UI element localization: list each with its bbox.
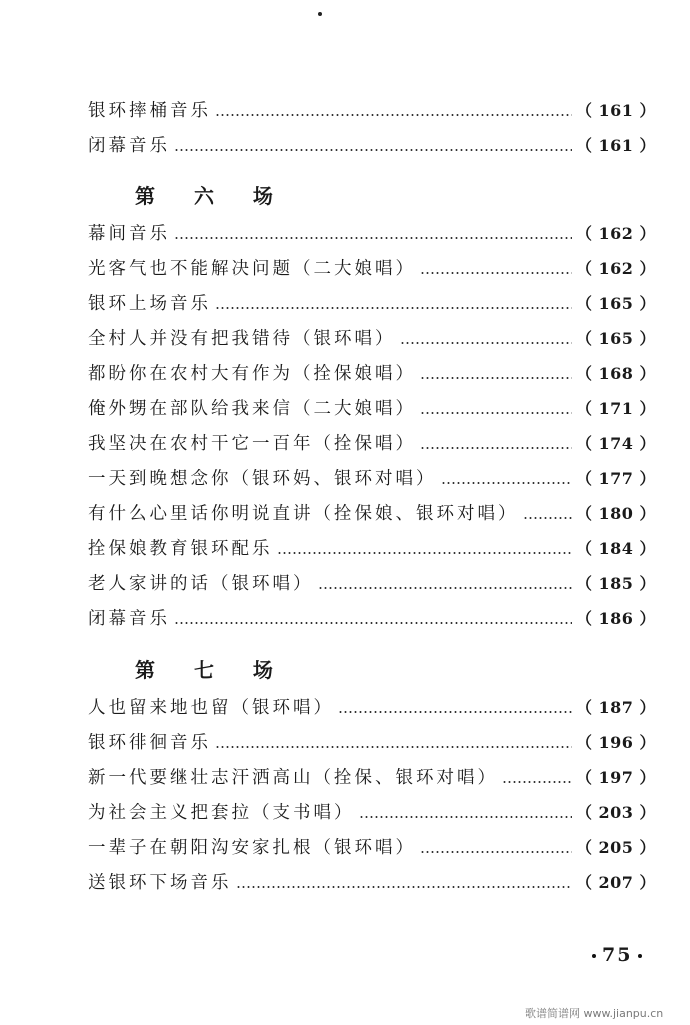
- toc-entry[interactable]: [88, 495, 656, 530]
- entry-page: （ 174 ）: [575, 434, 656, 453]
- bullet-icon: [638, 954, 642, 958]
- entry-title: 银环摔桶音乐: [88, 101, 211, 121]
- dot-leader: [523, 517, 572, 519]
- entry-page: （ 165 ）: [575, 329, 656, 348]
- dot-leader: [420, 377, 572, 379]
- entry-title: 银环徘徊音乐: [88, 733, 211, 753]
- toc-section-scene-7: [88, 689, 656, 899]
- dot-leader: [420, 412, 572, 414]
- entry-page: （ 203 ）: [575, 803, 656, 822]
- bullet-icon: [592, 954, 596, 958]
- toc-entry[interactable]: [88, 794, 656, 829]
- toc-entry[interactable]: [88, 285, 656, 320]
- dot-leader: [338, 711, 572, 713]
- toc-entry[interactable]: [88, 864, 656, 899]
- toc-entry[interactable]: [88, 460, 656, 495]
- toc-entry[interactable]: [88, 127, 656, 162]
- page-number: [586, 944, 648, 966]
- section-heading-scene-6: 第 六 场: [135, 184, 289, 208]
- entry-title: 为社会主义把套拉（支书唱）: [88, 803, 355, 823]
- entry-title: 送银环下场音乐: [88, 873, 232, 893]
- toc-entry[interactable]: [88, 600, 656, 635]
- dot-leader: [174, 237, 572, 239]
- entry-title: 拴保娘教育银环配乐: [88, 539, 273, 559]
- toc-entry[interactable]: [88, 829, 656, 864]
- toc-entry[interactable]: [88, 92, 656, 127]
- entry-title: 俺外甥在部队给我来信（二大娘唱）: [88, 399, 416, 419]
- dot-leader: [359, 816, 572, 818]
- toc-entry[interactable]: [88, 390, 656, 425]
- entry-title: 我坚决在农村干它一百年（拴保唱）: [88, 434, 416, 454]
- entry-title: 人也留来地也留（银环唱）: [88, 698, 334, 718]
- dot-leader: [174, 149, 572, 151]
- dot-leader: [215, 307, 572, 309]
- dot-leader: [277, 552, 572, 554]
- toc-section-scene-6: [88, 215, 656, 635]
- entry-page: （ 161 ）: [575, 136, 656, 155]
- print-mark: [318, 12, 322, 16]
- entry-title: 闭幕音乐: [88, 136, 170, 156]
- entry-title: 一辈子在朝阳沟安家扎根（银环唱）: [88, 838, 416, 858]
- entry-page: （ 207 ）: [575, 873, 656, 892]
- entry-page: （ 177 ）: [575, 469, 656, 488]
- entry-page: （ 168 ）: [575, 364, 656, 383]
- entry-title: 新一代要继壮志汗洒高山（拴保、银环对唱）: [88, 768, 498, 788]
- entry-title: 银环上场音乐: [88, 294, 211, 314]
- toc-entry[interactable]: [88, 215, 656, 250]
- entry-page: （ 197 ）: [575, 768, 656, 787]
- entry-page: （ 185 ）: [575, 574, 656, 593]
- toc-entry[interactable]: [88, 689, 656, 724]
- entry-page: （ 165 ）: [575, 294, 656, 313]
- entry-page: （ 187 ）: [575, 698, 656, 717]
- dot-leader: [215, 746, 572, 748]
- entry-page: （ 184 ）: [575, 539, 656, 558]
- dot-leader: [318, 587, 572, 589]
- entry-page: （ 162 ）: [575, 259, 656, 278]
- dot-leader: [420, 851, 572, 853]
- entry-title: 全村人并没有把我错待（银环唱）: [88, 329, 396, 349]
- toc-entry[interactable]: [88, 250, 656, 285]
- toc-entry[interactable]: [88, 530, 656, 565]
- entry-title: 有什么心里话你明说直讲（拴保娘、银环对唱）: [88, 504, 519, 524]
- toc-entry[interactable]: [88, 759, 656, 794]
- toc-entry[interactable]: [88, 355, 656, 390]
- section-heading-scene-7: 第 七 场: [135, 658, 289, 682]
- dot-leader: [420, 447, 572, 449]
- toc-entry[interactable]: [88, 320, 656, 355]
- entry-page: （ 171 ）: [575, 399, 656, 418]
- entry-title: 老人家讲的话（银环唱）: [88, 574, 314, 594]
- entry-page: （ 162 ）: [575, 224, 656, 243]
- dot-leader: [236, 886, 572, 888]
- dot-leader: [215, 114, 572, 116]
- entry-title: 光客气也不能解决问题（二大娘唱）: [88, 259, 416, 279]
- entry-title: 一天到晚想念你（银环妈、银环对唱）: [88, 469, 437, 489]
- entry-title: 闭幕音乐: [88, 609, 170, 629]
- entry-page: （ 186 ）: [575, 609, 656, 628]
- entry-page: （ 196 ）: [575, 733, 656, 752]
- entry-page: （ 180 ）: [575, 504, 656, 523]
- toc-entry[interactable]: [88, 724, 656, 759]
- page-number-text: 75: [602, 944, 633, 966]
- entry-page: （ 161 ）: [575, 101, 656, 120]
- entry-title: 都盼你在农村大有作为（拴保娘唱）: [88, 364, 416, 384]
- toc-entry[interactable]: [88, 565, 656, 600]
- toc-section-continued: [88, 92, 656, 162]
- entry-title: 幕间音乐: [88, 224, 170, 244]
- dot-leader: [400, 342, 572, 344]
- dot-leader: [174, 622, 572, 624]
- toc-entry[interactable]: [88, 425, 656, 460]
- dot-leader: [420, 272, 572, 274]
- watermark: 歌谱简谱网 www.jianpu.cn: [525, 1007, 664, 1020]
- dot-leader: [441, 482, 572, 484]
- entry-page: （ 205 ）: [575, 838, 656, 857]
- dot-leader: [502, 781, 572, 783]
